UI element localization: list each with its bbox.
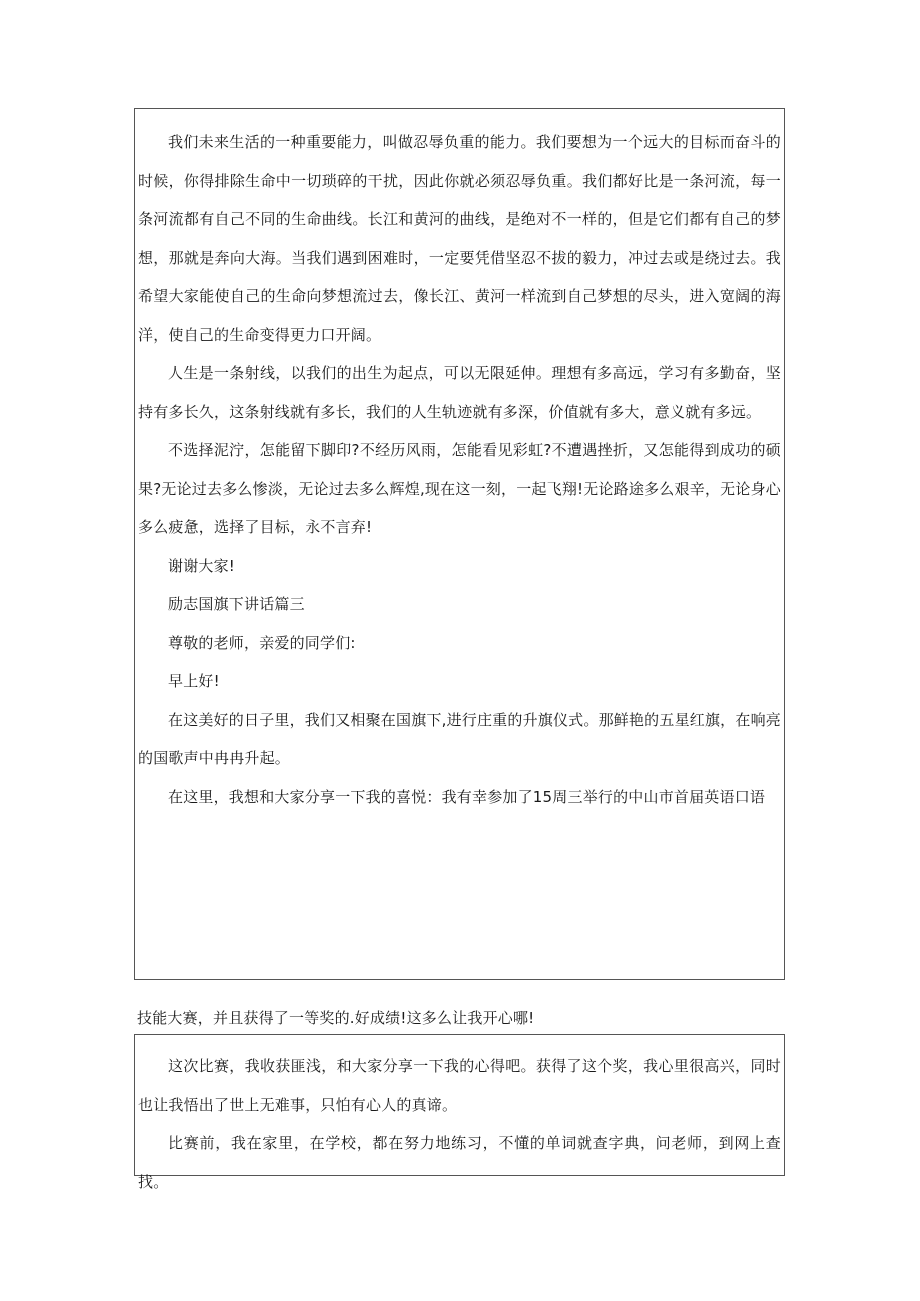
paragraph-before-competition: 比赛前，我在家里，在学校，都在努力地练习，不懂的单词就查字典，问老师，到网上查找。 bbox=[138, 1134, 781, 1191]
salutation: 尊敬的老师，亲爱的同学们: bbox=[168, 633, 356, 652]
loose-text-line: 技能大赛，并且获得了一等奖的.好成绩!这多么让我开心哪! bbox=[137, 1009, 535, 1027]
document-frame-bottom bbox=[134, 1034, 785, 1191]
paragraph-endurance: 我们未来生活的一种重要能力，叫做忍辱负重的能力。我们要想为一个远大的目标而奋斗的时候，你得排除生命中一切琐碎的干扰，因此你就必须忍辱负重。我们都好比是一条河流，每一条河流都有自己不同的生命曲线。长江和黄河的曲线，是绝对不一样的，但是它们都有自己的梦想，那就是奔向大海。当我们遇到困难时，一定要凭借坚忍不拔的毅力，冲过去或是绕过去。我希望大家能使自己的生命向梦想流过去，像长江、黄河一样流到自己梦想的尽头，进入宽阔的海洋，使自己的生命变得更力口开阔。 bbox=[138, 133, 781, 344]
paragraph-no-mud-no-footprint: 不选择泥泞，怎能留下脚印?不经历风雨，怎能看见彩虹?不遭遇挫折，又怎能得到成功的硕果?无论过去多么惨淡，无论过去多么辉煌,现在这一刻，一起飞翔!无论路途多么艰辛，无论身心多么疲惫，选择了目标，永不言弃! bbox=[138, 441, 781, 536]
paragraph-flag-ceremony: 在这美好的日子里，我们又相聚在国旗下,进行庄重的升旗仪式。那鲜艳的五星红旗，在响亮的国歌声中冉冉升起。 bbox=[138, 710, 781, 767]
paragraph-ray-of-life: 人生是一条射线，以我们的出生为起点，可以无限延伸。理想有多高远，学习有多勤奋，坚持有多长久，这条射线就有多长，我们的人生轨迹就有多深，价值就有多大，意义就有多远。 bbox=[138, 364, 781, 421]
paragraph-share-joy: 在这里，我想和大家分享一下我的喜悦：我有幸参加了15周三举行的中山市首届英语口语 bbox=[168, 787, 766, 806]
paragraph-thanks: 谢谢大家! bbox=[168, 556, 236, 575]
paragraph-competition-gain: 这次比赛，我收获匪浅，和大家分享一下我的心得吧。获得了这个奖，我心里很高兴，同时也让我悟出了世上无难事，只怕有心人的真谛。 bbox=[138, 1057, 781, 1114]
document-frame-top bbox=[134, 108, 785, 980]
greeting: 早上好! bbox=[168, 672, 220, 690]
section-heading: 励志国旗下讲话篇三 bbox=[168, 595, 305, 613]
